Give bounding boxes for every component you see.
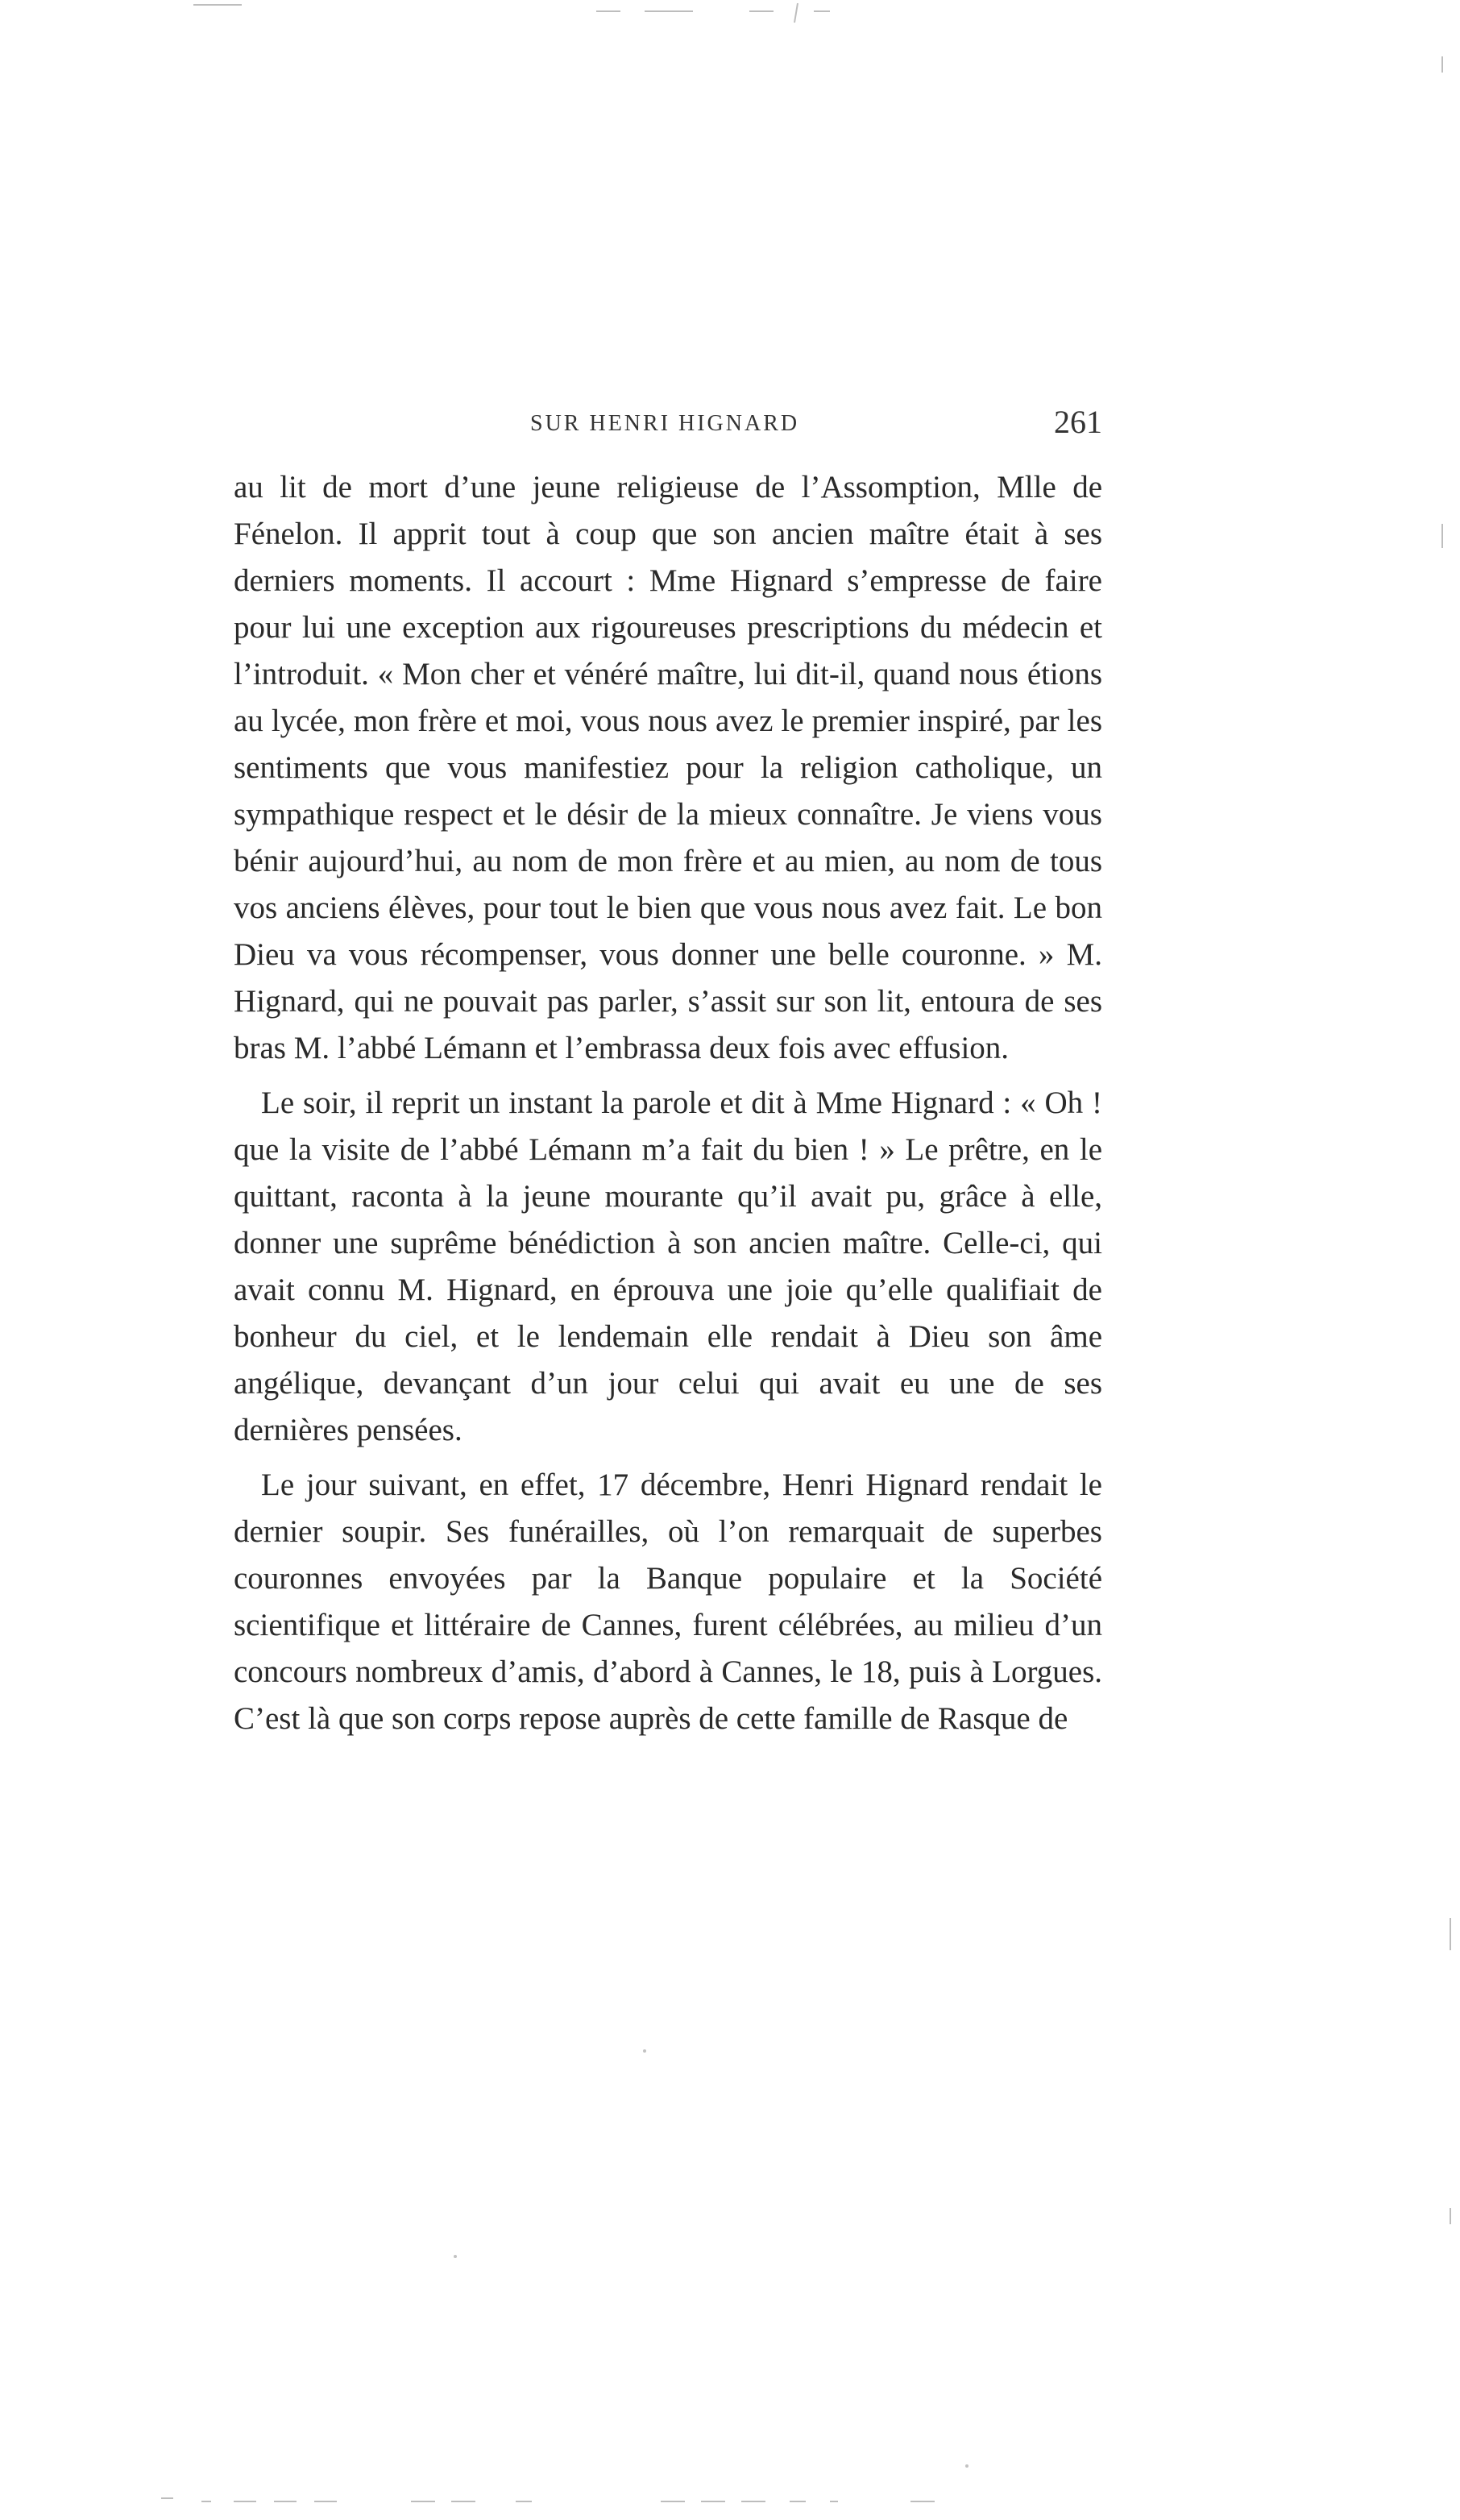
paragraph-2: Le soir, il reprit un instant la parole et dit à Mme Hignard : « Oh ! que la visite de l’abbé Lémann m’a fait du bien ! » Le prêtre, en le quittant, raconta à la jeune mourante qu’il avait pu, grâce à elle, donner une suprême bénédiction à son ancien maître. Celle-ci, qui avait connu M. Hignard, en éprouva une joie qu’elle qualifiait de bonheur du ciel, et le lendemain elle rendait à Dieu son âme angélique, devançant d’un jour celui qui avait eu une de ses dernières pensées.: [234, 1086, 1102, 1447]
running-title: SUR HENRI HIGNARD: [530, 411, 800, 436]
page-number: 261: [1054, 404, 1102, 440]
paragraph-3: Le jour suivant, en effet, 17 décembre, Henri Hignard rendait le dernier soupir. Ses funérailles, où l’on remarquait de superbes couronnes envoyées par la Banque populaire et la Société scientifique et littéraire de Cannes, furent célébrées, au milieu d’un concours nombreux d’amis, d’abord à Cannes, le 18, puis à Lorgues. C’est là que son corps repose auprès de cette famille de Rasque de: [234, 1468, 1102, 1736]
running-head: [234, 403, 1102, 451]
body-text: [234, 464, 1102, 1742]
paragraph-1: au lit de mort d’une jeune religieuse de l’Assomption, Mlle de Fénelon. Il apprit tout à coup que son ancien maître était à ses derniers moments. Il accourt : Mme Hignard s’empresse de faire pour lui une exception aux rigoureuses prescriptions du médecin et l’introduit. « Mon cher et vénéré maître, lui dit-il, quand nous étions au lycée, mon frère et moi, vous nous avez le premier inspiré, par les sentiments que vous manifestiez pour la religion catholique, un sympathique respect et le désir de la mieux connaître. Je viens vous bénir aujourd’hui, au nom de mon frère et au mien, au nom de tous vos anciens élèves, pour tout le bien que vous nous avez fait. Le bon Dieu va vous récompenser, vous donner une belle couronne. » M. Hignard, qui ne pouvait pas parler, s’assit sur son lit, entoura de ses bras M. l’abbé Lémann et l’embrassa deux fois avec effusion.: [234, 470, 1102, 1065]
